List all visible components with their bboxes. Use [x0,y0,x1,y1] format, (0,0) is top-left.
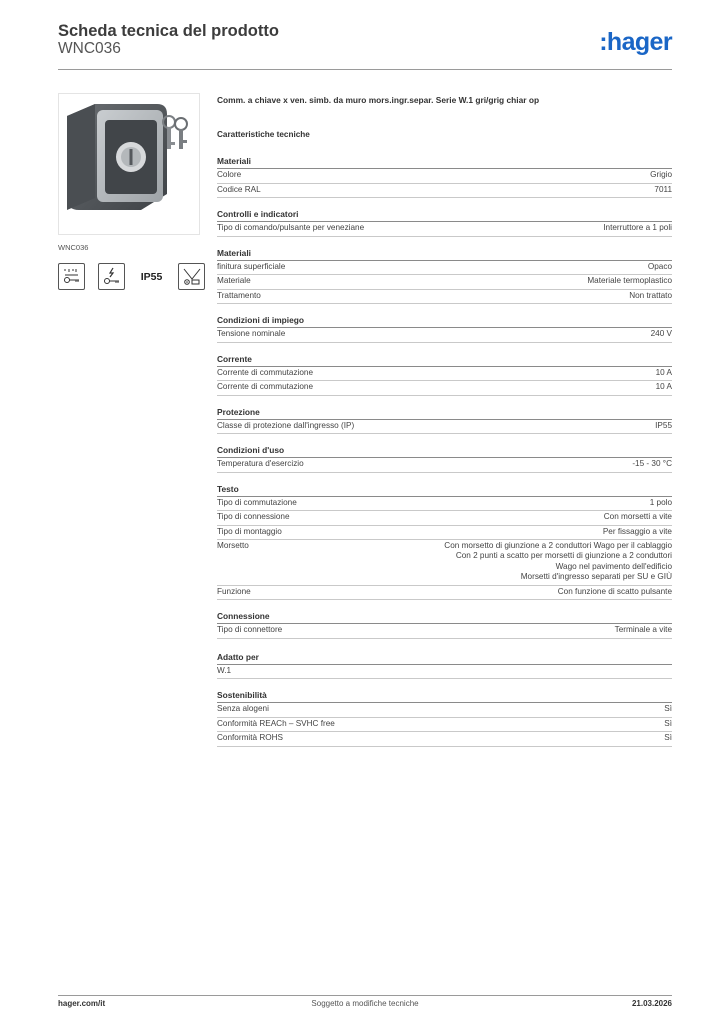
spec-label: Tensione nominale [217,329,286,338]
technical-characteristics-heading: Caratteristiche tecniche [217,130,310,139]
spec-row [217,732,672,747]
spec-value-line: Per fissaggio a vite [602,526,672,536]
spec-row [217,328,672,343]
key-switch-symbol-icon [58,263,85,290]
spec-value-line: Sì [664,718,672,728]
spec-label: Corrente di commutazione [217,367,314,377]
footer-note: Soggetto a modifiche tecniche [311,999,419,1008]
spec-value [664,704,672,714]
spec-value [656,382,672,392]
screw-terminal-symbol-icon [98,263,125,290]
spec-row [217,169,672,184]
section-title: Condizioni d'uso [217,444,672,458]
section-title: Materiali [217,155,672,169]
spec-value [650,170,672,180]
spec-row [217,275,672,290]
spec-section [217,247,672,305]
spec-row [217,665,672,680]
section-title: Testo [217,483,672,497]
spec-value-line: 1 polo [649,497,672,507]
spec-value-line: 10 A [655,382,672,391]
spec-row [217,458,672,473]
spec-value [603,527,672,537]
image-caption: WNC036 [58,243,89,252]
spec-value-line: 240 V [650,329,672,338]
section-title: Connessione [217,610,672,624]
spec-label: Conformità REACh – SVHC free [217,718,335,728]
ip55-label: IP55 [140,270,163,283]
spec-value-line: 7011 [654,184,672,194]
page-footer [58,995,672,1015]
spec-label: Tipo di commutazione [217,497,297,507]
spec-label: W.1 [217,665,232,675]
spec-row [217,511,672,526]
key-switch-illustration [59,94,199,234]
product-description: Comm. a chiave x ven. simb. da muro mors.ingr.separ. Serie W.1 gri/grig chiar op [217,95,540,105]
spec-label: Conformità ROHS [217,733,283,743]
spec-label: Senza alogeni [217,704,269,714]
spec-value [629,291,672,301]
spec-label: Tipo di connettore [217,625,283,635]
section-title: Adatto per [217,651,672,665]
spec-value [444,541,672,583]
spec-value [656,368,672,378]
spec-value-line: 10 A [655,367,672,377]
spec-value-line: Con funzione di scatto pulsante [557,586,672,596]
spec-value [651,329,672,339]
product-code: WNC036 [58,40,121,57]
spec-section [217,155,672,198]
spec-value-line: Interruttore a 1 poli [603,223,672,232]
spec-value-line: Sì [664,733,672,743]
spec-label: Morsetto [217,541,249,550]
section-title: Materiali [217,247,672,261]
spec-row [217,586,672,601]
spec-value-line: Con 2 punti a scatto per morsetti di giunzione a 2 conduttori [455,551,672,561]
spec-section [217,689,672,747]
spec-value [664,719,672,729]
spec-label: Temperatura d'esercizio [217,459,304,468]
spec-section [217,444,672,473]
spec-value [648,262,672,272]
spec-value [654,185,672,195]
spec-value [664,733,672,743]
technical-data [217,94,672,757]
spec-label: Corrente di commutazione [217,382,314,391]
spec-row [217,184,672,199]
spec-value [615,625,672,635]
spec-value-line: Opaco [647,261,672,271]
spec-row [217,261,672,276]
spec-row [217,290,672,305]
spec-row [217,497,672,512]
section-title: Controlli e indicatori [217,208,672,222]
spec-label: Tipo di montaggio [217,526,282,536]
spec-section [217,208,672,237]
spec-row [217,222,672,237]
spec-sections [217,155,672,747]
spec-value-line: Terminale a vite [614,625,672,635]
spec-value [604,512,672,522]
spec-value-line: Non trattato [629,290,672,300]
product-icons [58,263,205,290]
section-title: Protezione [217,406,672,420]
spec-row [217,718,672,733]
spec-value-line: Materiale termoplastico [587,276,672,285]
spec-value-line: Con morsetti a vite [603,512,672,521]
spec-section [217,406,672,435]
spec-label: Codice RAL [217,184,261,194]
spec-value [603,223,672,233]
spec-row [217,624,672,639]
section-title: Sostenibilità [217,689,672,703]
spec-value-line: IP55 [655,420,672,430]
spec-label: Colore [217,170,242,179]
spec-label: finitura superficiale [217,261,286,271]
spec-row [217,420,672,435]
spec-value-line: Con morsetto di giunzione a 2 conduttori Wago per il cablaggio [444,541,672,550]
hager-logo[interactable]: :hager [599,28,672,56]
section-title: Condizioni di impiego [217,314,672,328]
spec-row [217,526,672,541]
spec-value [650,498,672,508]
spec-row [217,381,672,396]
spec-section [217,483,672,601]
spec-section [217,353,672,396]
page-header [58,22,672,70]
spec-value-line: Grigio [650,170,672,179]
spec-label: Materiale [217,276,251,285]
halogen-free-symbol-icon [178,263,205,290]
spec-label: Tipo di connessione [217,512,290,521]
spec-label: Funzione [217,586,251,596]
spec-section [217,651,672,680]
spec-row [217,703,672,718]
spec-value [558,587,672,597]
spec-value [587,276,672,286]
spec-row [217,367,672,382]
spec-section [217,314,672,343]
section-title: Corrente [217,353,672,367]
spec-value [655,421,672,431]
spec-label: Tipo di comando/pulsante per veneziane [217,223,365,232]
spec-label: Classe di protezione dall'ingresso (IP) [217,420,355,430]
spec-value-line: Morsetti d'ingresso separati per SU e GIÙ [520,572,672,582]
spec-label: Trattamento [217,290,261,300]
spec-section [217,610,672,639]
product-image [58,93,200,235]
spec-value-line: Sì [664,704,672,714]
spec-value-line: -15 - 30 °C [632,459,672,468]
spec-row [217,540,672,586]
footer-date: 21.03.2026 [631,999,672,1008]
footer-website[interactable]: hager.com/it [58,999,106,1008]
page-title: Scheda tecnica del prodotto [58,22,279,40]
spec-value [632,459,672,469]
spec-value-line: Wago nel pavimento dell'edificio [555,561,672,571]
